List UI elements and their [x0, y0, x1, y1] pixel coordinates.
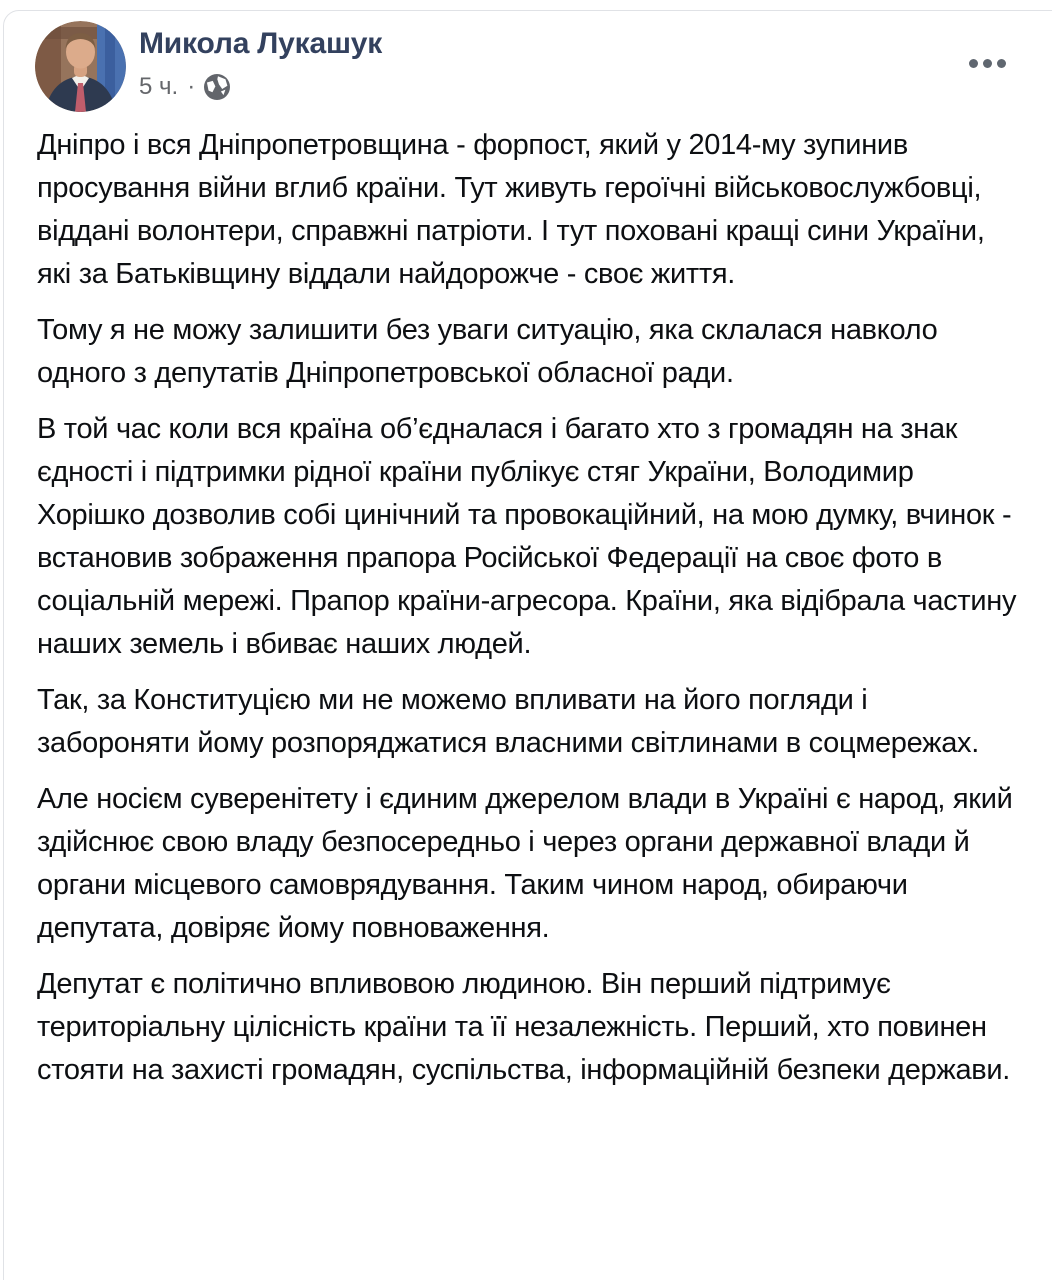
post-paragraph: Депутат є політично впливовою людиною. Він перший підтримує територіальну цілісність країни та її незалежність. Перший, хто повинен стояти на захисті громадян, суспільства, інформаційній безпеки держави.: [37, 968, 1011, 1086]
post-paragraph: Дніпро і вся Дніпропетровщина - форпост, який у 2014-му зупинив просування війни вглиб країни. Тут живуть героїчні військовослужбовці, віддані волонтери, справжні патріоти. І тут поховані кращі сини України, які за Батьківщину віддали найдорожче - своє життя.: [37, 129, 985, 290]
post-paragraph: Але носієм суверенітету і єдиним джерелом влади в Україні є народ, який здійснює свою владу безпосередньо і через органи державної влади й органи місцевого самоврядування. Таким чином народ, обираючи депутата, довіряє йому повноваження.: [37, 783, 1013, 944]
post-paragraph: В той час коли вся країна об’єдналася і багато хто з громадян на знак єдності і підтримки рідної країни публікує стяг України, Володимир Хорішко дозволив собі цинічний та провокаційний, на мою думку, вчинок - встановив зображення прапора Російської Федерації на своє фото в соціальній мережі. Прапор країни-агресора. Країни, яка відібрала частину наших земель і вбиває наших людей.: [37, 413, 1017, 660]
ellipsis-dot: [969, 59, 978, 68]
meta-separator: ·: [187, 73, 196, 100]
ellipsis-dot: [983, 59, 992, 68]
ellipsis-icon: [969, 59, 1006, 68]
author-name-link[interactable]: Микола Лукашук: [139, 27, 383, 60]
post-meta: [139, 72, 230, 102]
timestamp-link[interactable]: 5 ч.: [139, 73, 179, 100]
avatar-portrait-image: [35, 21, 126, 112]
post-paragraph: Тому я не можу залишити без уваги ситуацію, яка склалася навколо одного з депутатів Дніпропетровської обласної ради.: [37, 314, 938, 389]
more-options-button[interactable]: [960, 50, 1014, 76]
ellipsis-dot: [997, 59, 1006, 68]
post-paragraph: Так, за Конституцією ми не можемо впливати на його погляди і забороняти йому розпоряджатися власними світлинами в соцмережах.: [37, 684, 980, 759]
post-text: [37, 124, 1025, 1105]
globe-icon: [204, 74, 230, 100]
avatar[interactable]: [35, 21, 126, 112]
